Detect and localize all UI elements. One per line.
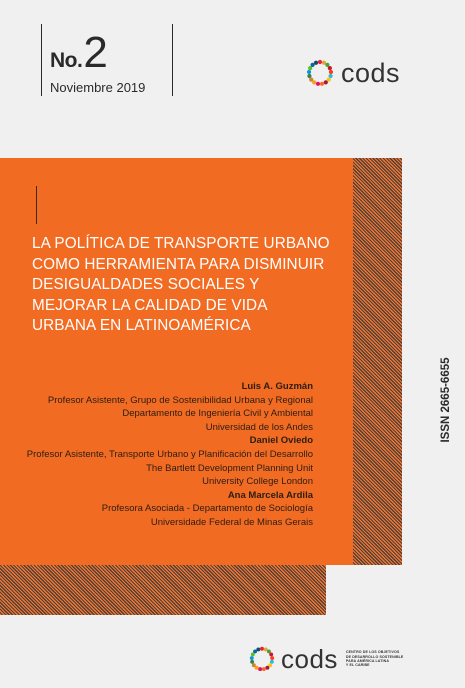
author-name: Luis A. Guzmán (241, 381, 313, 392)
cods-logo-wordmark: cods (341, 57, 401, 88)
sdg-ring-dot (324, 80, 328, 84)
author-affiliation: Profesora Asociada - Departamento de Sociología (101, 503, 313, 515)
title-accent-rule (36, 186, 37, 224)
author-affiliation: The Bartlett Development Planning Unit (146, 462, 313, 474)
sdg-ring-dot (320, 82, 324, 86)
sdg-ring-dot (260, 647, 264, 651)
sdg-ring-dot (316, 82, 320, 86)
header-left-rule (41, 24, 42, 96)
cods-logo-wordmark: cods (281, 644, 338, 674)
author-name: Ana Marcela Ardila (227, 489, 313, 501)
sdg-ring-icon (248, 645, 276, 673)
sdg-ring-icon (305, 58, 335, 88)
author-affiliation: Departamento de Ingeniería Civil y Ambiental (122, 408, 313, 420)
author-affiliation: Profesor Asistente, Grupo de Sostenibilidad Urbana y Regional (47, 394, 313, 406)
author-affiliation: Profesor Asistente, Transporte Urbano y Planificación del Desarrollo (26, 448, 313, 460)
sdg-ring-dot (328, 74, 332, 78)
sdg-ring-dot (250, 656, 254, 660)
hatch-pattern-bottom (0, 565, 326, 615)
sdg-ring-dot (307, 74, 311, 78)
issue-number-value: 2 (83, 28, 107, 77)
issn-label: ISSN 2665-6655 (440, 357, 452, 443)
hatch-pattern-right (353, 158, 402, 565)
issue-number (50, 28, 107, 78)
author-affiliation: Universidad de los Andes (205, 421, 313, 433)
sdg-ring-dot (258, 667, 262, 671)
author-name: Daniel Oviedo (249, 435, 313, 447)
header-right-rule (172, 24, 173, 96)
sdg-ring-dot (309, 78, 313, 82)
cods-tagline (346, 650, 404, 667)
cods-tagline-line: DE DESARROLLO SOSTENIBLE (345, 654, 404, 659)
sdg-ring-dot (270, 656, 274, 660)
cods-tagline-line: PARA AMÉRICA LATINA (345, 659, 390, 663)
sdg-ring-dot (328, 66, 332, 70)
author-affiliation: University College London (202, 476, 313, 488)
sdg-ring-dot (265, 666, 269, 670)
sdg-ring-dot (269, 652, 273, 656)
sdg-ring-dot (262, 667, 266, 671)
cods-tagline-line: CENTRO DE LOS OBJETIVOS (345, 650, 400, 655)
sdg-ring-dot (270, 660, 274, 664)
author-list (27, 380, 313, 530)
issue-number-label: No. (50, 49, 83, 72)
sdg-ring-dot (250, 660, 254, 664)
sdg-ring-dot (314, 61, 318, 65)
sdg-ring-dot (252, 663, 256, 667)
sdg-ring-dot (318, 60, 322, 64)
author-affiliation: Universidade Federal de Minas Gerais (150, 516, 313, 528)
issue-date: Noviembre 2019 (50, 80, 146, 95)
sdg-ring-dot (307, 70, 311, 74)
sdg-ring-dot (329, 70, 333, 74)
cods-tagline-line: Y EL CARIBE (345, 663, 370, 668)
cods-logo-bottom (248, 645, 403, 673)
cods-logo-top (305, 58, 400, 88)
sdg-ring-dot (256, 647, 260, 651)
report-title: LA POLÍTICA DE TRANSPORTE URBANO COMO HERRAMIENTA PARA DISMINUIR DESIGUALDADES SOCIALES Y MEJORAR LA CALIDAD DE VIDA URBANA EN LATINOAMÉRICA (32, 235, 330, 334)
